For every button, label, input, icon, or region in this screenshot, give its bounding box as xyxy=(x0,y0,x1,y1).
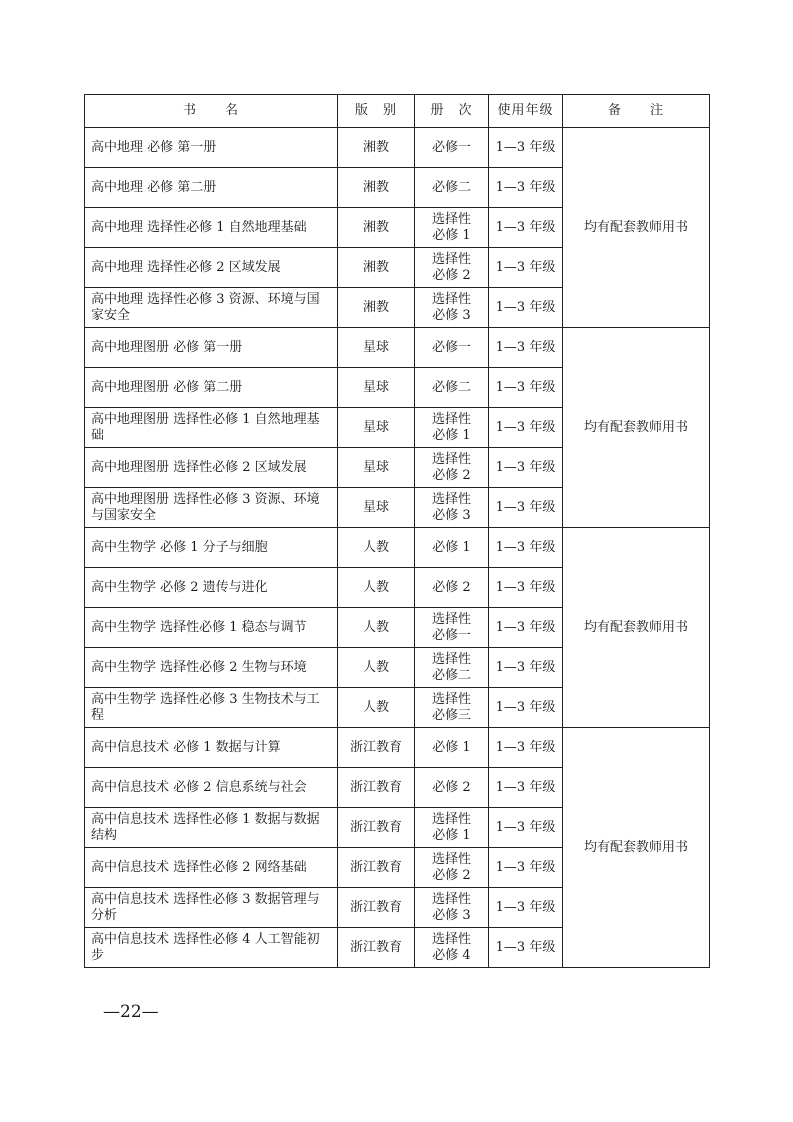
edition-cell: 星球 xyxy=(338,408,415,448)
book-name-cell: 高中地理 选择性必修 1 自然地理基础 xyxy=(85,208,338,248)
grade-cell: 1—3 年级 xyxy=(489,408,563,448)
grade-cell: 1—3 年级 xyxy=(489,208,563,248)
header-edition: 版 别 xyxy=(338,95,415,128)
volume-cell: 必修二 xyxy=(415,368,489,408)
book-name-cell: 高中生物学 必修 1 分子与细胞 xyxy=(85,528,338,568)
book-name-cell: 高中地理图册 选择性必修 1 自然地理基础 xyxy=(85,408,338,448)
header-name: 书 名 xyxy=(85,95,338,128)
volume-cell: 选择性 必修 4 xyxy=(415,928,489,968)
note-cell: 均有配套教师用书 xyxy=(563,128,710,328)
grade-cell: 1—3 年级 xyxy=(489,888,563,928)
book-name-cell: 高中地理 选择性必修 3 资源、环境与国家安全 xyxy=(85,288,338,328)
page-number: —22— xyxy=(103,1002,159,1022)
grade-cell: 1—3 年级 xyxy=(489,488,563,528)
edition-cell: 湘教 xyxy=(338,128,415,168)
volume-cell: 选择性 必修三 xyxy=(415,688,489,728)
volume-cell: 选择性 必修 3 xyxy=(415,888,489,928)
book-name-cell: 高中信息技术 选择性必修 3 数据管理与分析 xyxy=(85,888,338,928)
volume-cell: 必修 1 xyxy=(415,728,489,768)
note-cell: 均有配套教师用书 xyxy=(563,728,710,968)
textbook-table xyxy=(84,94,710,968)
book-name-cell: 高中生物学 选择性必修 1 稳态与调节 xyxy=(85,608,338,648)
book-name-cell: 高中地理图册 选择性必修 3 资源、环境与国家安全 xyxy=(85,488,338,528)
edition-cell: 浙江教育 xyxy=(338,768,415,808)
edition-cell: 星球 xyxy=(338,368,415,408)
table-body xyxy=(85,128,710,968)
volume-cell: 必修 1 xyxy=(415,528,489,568)
edition-cell: 浙江教育 xyxy=(338,808,415,848)
table-row xyxy=(85,528,710,568)
table-header-row xyxy=(85,95,710,128)
book-name-cell: 高中生物学 选择性必修 2 生物与环境 xyxy=(85,648,338,688)
edition-cell: 人教 xyxy=(338,568,415,608)
grade-cell: 1—3 年级 xyxy=(489,248,563,288)
volume-cell: 选择性 必修 1 xyxy=(415,808,489,848)
volume-cell: 选择性 必修 2 xyxy=(415,248,489,288)
edition-cell: 湘教 xyxy=(338,208,415,248)
volume-cell: 选择性 必修 1 xyxy=(415,408,489,448)
book-name-cell: 高中信息技术 必修 2 信息系统与社会 xyxy=(85,768,338,808)
edition-cell: 湘教 xyxy=(338,168,415,208)
book-name-cell: 高中生物学 选择性必修 3 生物技术与工程 xyxy=(85,688,338,728)
book-name-cell: 高中信息技术 必修 1 数据与计算 xyxy=(85,728,338,768)
note-cell: 均有配套教师用书 xyxy=(563,528,710,728)
volume-cell: 必修一 xyxy=(415,328,489,368)
table-row xyxy=(85,328,710,368)
book-name-cell: 高中地理图册 必修 第二册 xyxy=(85,368,338,408)
header-note: 备 注 xyxy=(563,95,710,128)
volume-cell: 必修 2 xyxy=(415,768,489,808)
volume-cell: 必修二 xyxy=(415,168,489,208)
volume-cell: 必修 2 xyxy=(415,568,489,608)
book-name-cell: 高中地理 必修 第一册 xyxy=(85,128,338,168)
volume-cell: 选择性 必修一 xyxy=(415,608,489,648)
grade-cell: 1—3 年级 xyxy=(489,448,563,488)
grade-cell: 1—3 年级 xyxy=(489,768,563,808)
grade-cell: 1—3 年级 xyxy=(489,328,563,368)
grade-cell: 1—3 年级 xyxy=(489,568,563,608)
edition-cell: 浙江教育 xyxy=(338,728,415,768)
grade-cell: 1—3 年级 xyxy=(489,528,563,568)
volume-cell: 必修一 xyxy=(415,128,489,168)
grade-cell: 1—3 年级 xyxy=(489,288,563,328)
book-name-cell: 高中地理 必修 第二册 xyxy=(85,168,338,208)
volume-cell: 选择性 必修 3 xyxy=(415,288,489,328)
grade-cell: 1—3 年级 xyxy=(489,808,563,848)
volume-cell: 选择性 必修 2 xyxy=(415,448,489,488)
grade-cell: 1—3 年级 xyxy=(489,728,563,768)
volume-cell: 选择性 必修 1 xyxy=(415,208,489,248)
edition-cell: 星球 xyxy=(338,448,415,488)
edition-cell: 星球 xyxy=(338,328,415,368)
book-name-cell: 高中地理图册 选择性必修 2 区域发展 xyxy=(85,448,338,488)
header-grade: 使用年级 xyxy=(489,95,563,128)
header-volume: 册 次 xyxy=(415,95,489,128)
book-name-cell: 高中生物学 必修 2 遗传与进化 xyxy=(85,568,338,608)
volume-cell: 选择性 必修 3 xyxy=(415,488,489,528)
volume-cell: 选择性 必修 2 xyxy=(415,848,489,888)
edition-cell: 星球 xyxy=(338,488,415,528)
edition-cell: 浙江教育 xyxy=(338,848,415,888)
table-row xyxy=(85,728,710,768)
grade-cell: 1—3 年级 xyxy=(489,128,563,168)
note-cell: 均有配套教师用书 xyxy=(563,328,710,528)
grade-cell: 1—3 年级 xyxy=(489,848,563,888)
grade-cell: 1—3 年级 xyxy=(489,928,563,968)
grade-cell: 1—3 年级 xyxy=(489,368,563,408)
edition-cell: 人教 xyxy=(338,688,415,728)
book-name-cell: 高中信息技术 选择性必修 1 数据与数据结构 xyxy=(85,808,338,848)
edition-cell: 浙江教育 xyxy=(338,928,415,968)
book-name-cell: 高中地理 选择性必修 2 区域发展 xyxy=(85,248,338,288)
table-row xyxy=(85,128,710,168)
edition-cell: 人教 xyxy=(338,608,415,648)
grade-cell: 1—3 年级 xyxy=(489,168,563,208)
book-name-cell: 高中信息技术 选择性必修 2 网络基础 xyxy=(85,848,338,888)
grade-cell: 1—3 年级 xyxy=(489,648,563,688)
book-name-cell: 高中信息技术 选择性必修 4 人工智能初步 xyxy=(85,928,338,968)
edition-cell: 湘教 xyxy=(338,248,415,288)
book-name-cell: 高中地理图册 必修 第一册 xyxy=(85,328,338,368)
grade-cell: 1—3 年级 xyxy=(489,608,563,648)
grade-cell: 1—3 年级 xyxy=(489,688,563,728)
volume-cell: 选择性 必修二 xyxy=(415,648,489,688)
edition-cell: 浙江教育 xyxy=(338,888,415,928)
edition-cell: 湘教 xyxy=(338,288,415,328)
edition-cell: 人教 xyxy=(338,528,415,568)
edition-cell: 人教 xyxy=(338,648,415,688)
